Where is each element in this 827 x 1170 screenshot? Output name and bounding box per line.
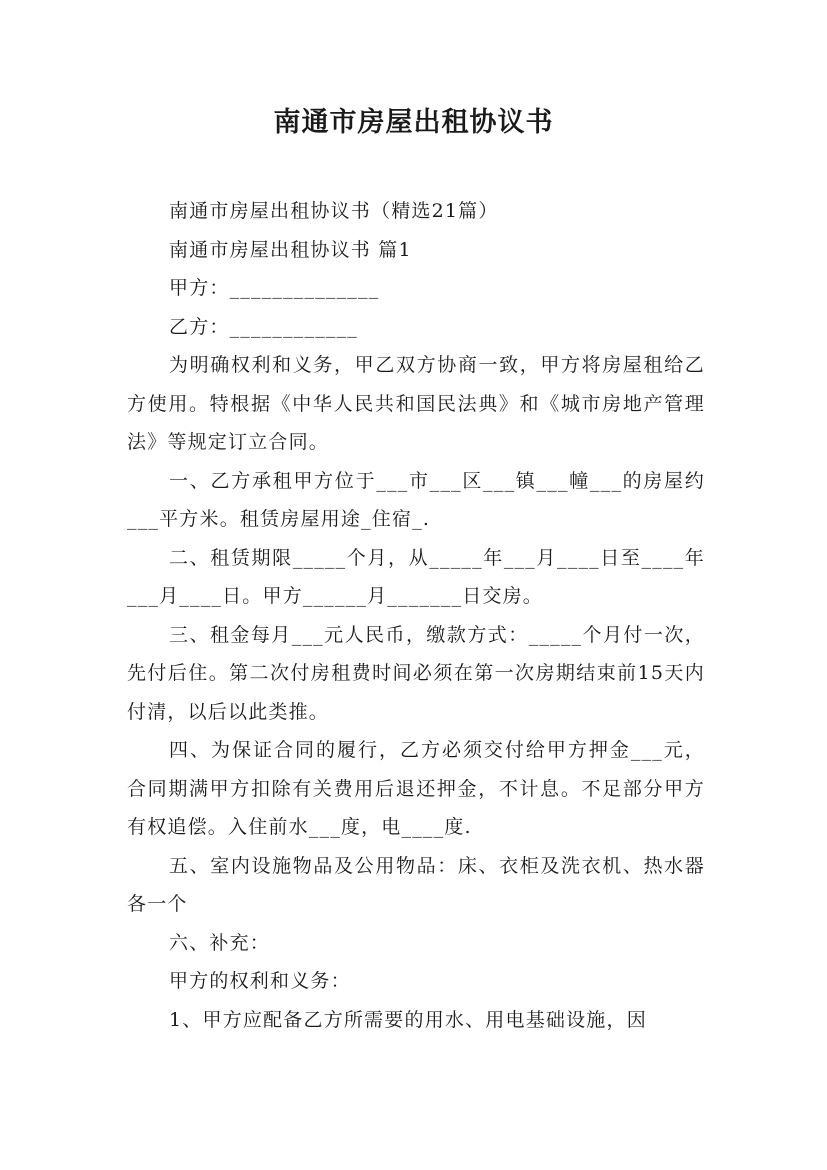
clause-5-paragraph: 五、室内设施物品及公用物品：床、衣柜及洗衣机、热水器各一个: [127, 854, 705, 915]
party-a-rights-item-1: 1、甲方应配备乙方所需要的用水、用电基础设施，因: [169, 1008, 647, 1031]
document-body: [127, 192, 705, 1039]
clause-4-paragraph: 四、为保证合同的履行，乙方必须交付给甲方押金___元，合同期满甲方扣除有关费用后退还押金，不计息。不足部分甲方有权追偿。入住前水___度，电____度.: [127, 739, 705, 838]
subtitle-paragraph: 南通市房屋出租协议书（精选21篇）: [169, 200, 499, 222]
clause-2-paragraph: 二、租赁期限_____个月，从_____年___月____日至____年___月____日。甲方______月_______日交房。: [127, 546, 705, 607]
party-a-line: 甲方：______________: [169, 277, 380, 299]
preamble-paragraph: 为明确权利和义务，甲乙双方协商一致，甲方将房屋租给乙方使用。特根据《中华人民共和国民法典》和《城市房地产管理法》等规定订立合同。: [127, 354, 705, 453]
clause-1-paragraph: 一、乙方承租甲方位于___市___区___镇___幢___的房屋约___平方米。租赁房屋用途_住宿_.: [127, 469, 705, 530]
party-a-rights-heading: 甲方的权利和义务：: [169, 970, 351, 992]
clause-6-paragraph: 六、补充：: [169, 931, 271, 954]
party-b-line: 乙方：____________: [169, 315, 359, 338]
document-title: 南通市房屋出租协议书: [273, 107, 554, 138]
section-heading: 南通市房屋出租协议书 篇1: [169, 238, 412, 261]
clause-3-paragraph: 三、租金每月___元人民币，缴款方式：_____个月付一次，先付后住。第二次付房租费时间必须在第一次房期结束前15天内付清，以后以此类推。: [127, 623, 705, 723]
